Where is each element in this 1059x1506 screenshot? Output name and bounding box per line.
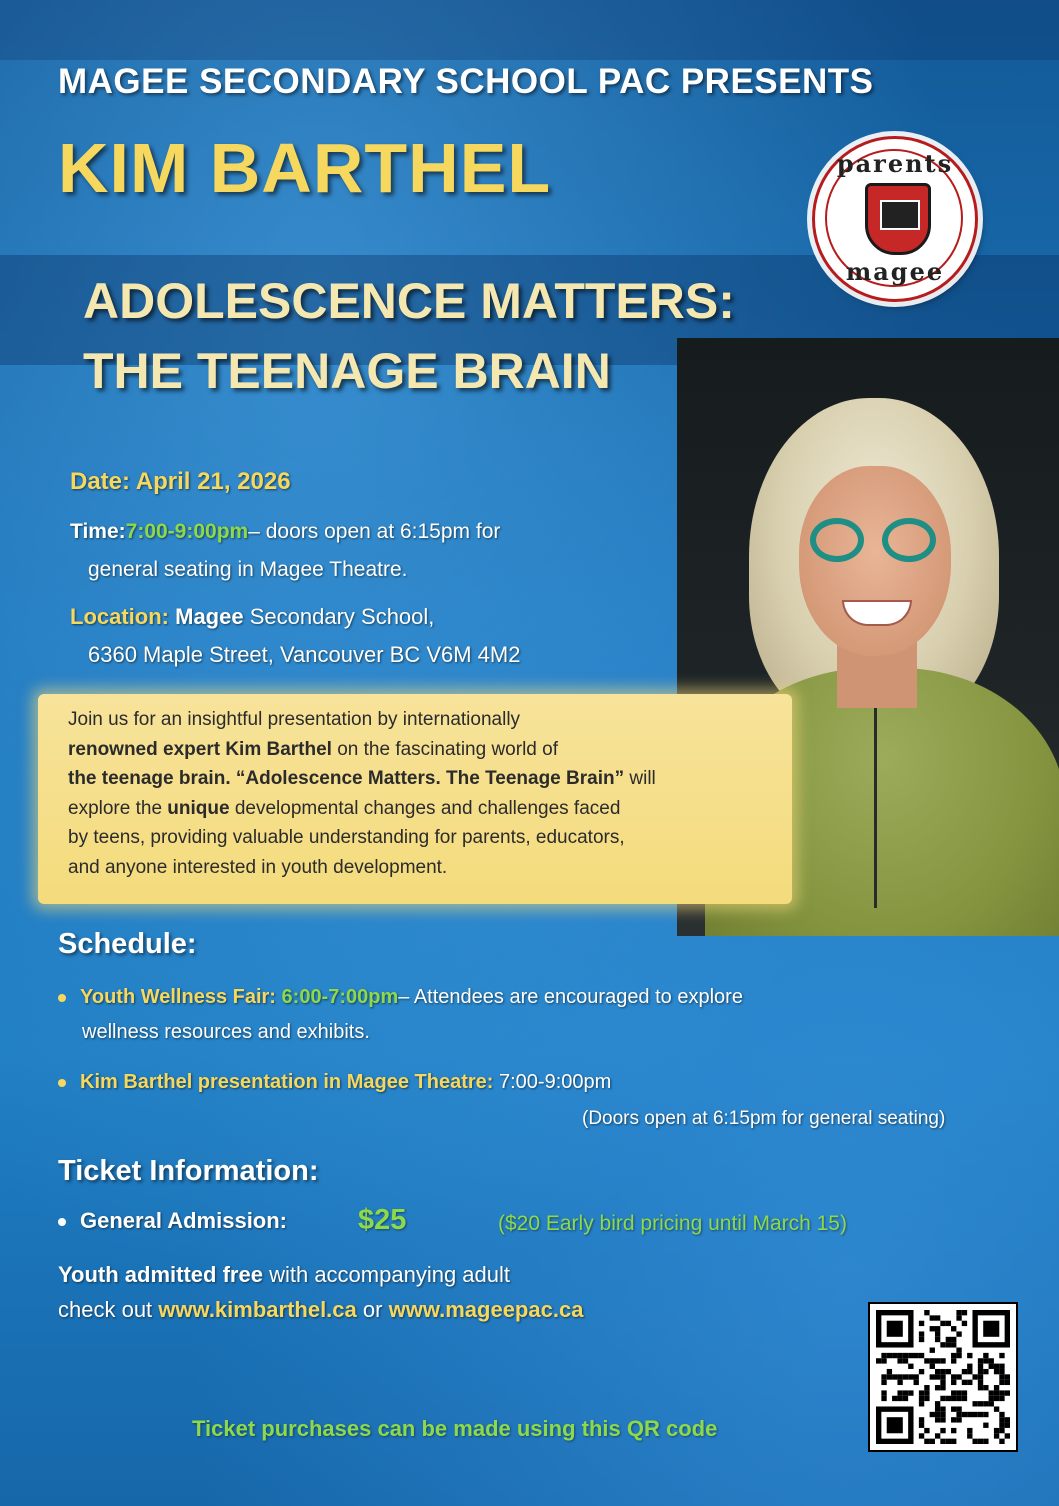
schedule-doors-note: (Doors open at 6:15pm for general seating) [582, 1108, 946, 1129]
parents-magee-logo [812, 136, 978, 302]
website-links: check out www.kimbarthel.ca or www.mageepac.ca [58, 1297, 584, 1322]
description-line: by teens, providing valuable understanding for parents, educators, [68, 827, 625, 848]
description-line: the teenage brain. “Adolescence Matters. The Teenage Brain” will [68, 768, 656, 789]
location-label: Location: [70, 604, 169, 629]
speaker-name: KIM BARTHEL [58, 129, 552, 207]
schedule-heading: Schedule: [58, 928, 197, 960]
location-rest: Secondary School, [249, 604, 435, 629]
schedule-item-wellness-fair: Youth Wellness Fair: 6:00-7:00pm– Attendees are encouraged to explore [58, 986, 743, 1009]
ticket-heading: Ticket Information: [58, 1155, 319, 1187]
description-line: Join us for an insightful presentation by internationally [68, 709, 521, 730]
qr-caption: Ticket purchases can be made using this QR code [192, 1416, 718, 1441]
logo-bottom-text: magee [845, 257, 945, 286]
bullet-icon [58, 1218, 66, 1226]
presenter-line: MAGEE SECONDARY SCHOOL PAC PRESENTS [58, 62, 874, 101]
event-location [70, 604, 434, 630]
mageepac-link[interactable]: www.mageepac.ca [388, 1297, 584, 1322]
schedule-item-presentation: Kim Barthel presentation in Magee Theatre: 7:00-9:00pm [58, 1071, 611, 1094]
general-admission: General Admission: [58, 1208, 287, 1234]
time-value: 7:00-9:00pm [125, 520, 249, 543]
location-address: 6360 Maple Street, Vancouver BC V6M 4M2 [88, 642, 521, 667]
description-line: and anyone interested in youth development. [68, 856, 448, 878]
location-bold: Magee [175, 604, 244, 629]
description-line: explore the unique developmental changes and challenges faced [68, 797, 621, 819]
youth-admission: Youth admitted free with accompanying adult [58, 1262, 510, 1287]
event-date: Date: April 21, 2026 [70, 468, 291, 495]
time-note: – doors open at 6:15pm for [248, 520, 501, 543]
description-line: renowned expert Kim Barthel on the fascinating world of [68, 738, 558, 760]
bullet-icon [58, 994, 66, 1002]
schedule-item-wellness-fair-line2: wellness resources and exhibits. [82, 1021, 370, 1043]
time-label: Time: [70, 520, 126, 543]
time-note-line2: general seating in Magee Theatre. [88, 558, 408, 581]
kimbarthel-link[interactable]: www.kimbarthel.ca [158, 1297, 357, 1322]
crest-icon [865, 183, 931, 255]
event-time [70, 520, 500, 544]
qr-code-icon[interactable] [868, 1302, 1018, 1452]
event-title-line1: ADOLESCENCE MATTERS: [83, 273, 735, 329]
event-description [68, 705, 788, 882]
bullet-icon [58, 1079, 66, 1087]
logo-top-text: parents [836, 149, 954, 178]
event-title-line2: THE TEENAGE BRAIN [83, 343, 611, 399]
early-bird-note: ($20 Early bird pricing until March 15) [498, 1212, 847, 1235]
ticket-price: $25 [358, 1204, 407, 1236]
background-band-top [0, 0, 1059, 60]
